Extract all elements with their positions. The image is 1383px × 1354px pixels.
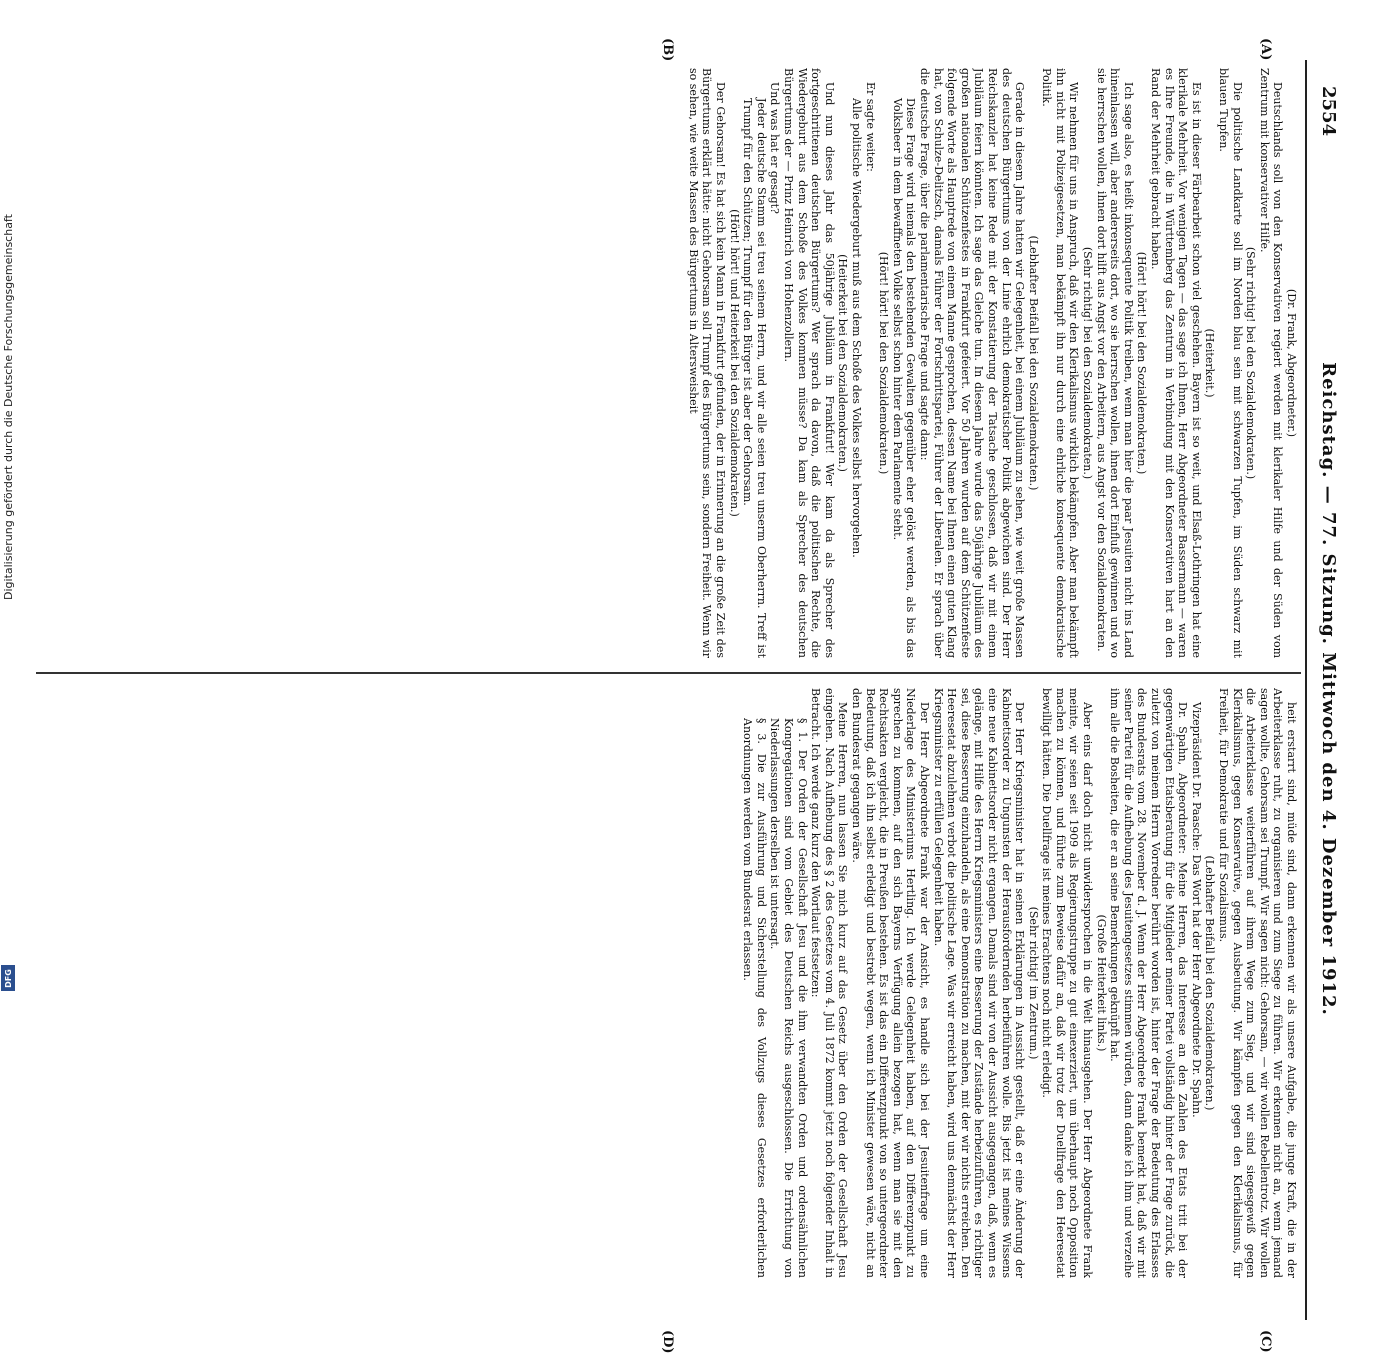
paragraph: Der Gehorsam! Es hat sich kein Mann in Frankfurt gefunden, der in Erinnerung an die große Zeit des Bürgertums erklärt hätte: nicht Gehorsam soll Trumpf des Bürgertums sein, sondern Freiheit. Wenn wir so sehen, wie weite Massen des Bürgertums in Altersweisheit	[686, 68, 728, 658]
paragraph: (Heiterkeit.)	[1203, 328, 1217, 398]
funding-credit: Digitalisierung gefördert durch die Deutsche Forschungsgemeinschaft	[2, 214, 15, 600]
header-rule	[1305, 60, 1307, 1320]
paragraph: (Hört! hört! bei den Sozialdemokraten.)	[877, 251, 891, 475]
paragraph: (Heiterkeit bei den Sozialdemokraten.)	[836, 254, 850, 472]
margin-marker-d: (D)	[660, 1330, 675, 1354]
paragraph: (Sehr richtig! bei den Sozialdemokraten.)	[1244, 246, 1258, 480]
page-number: 2554	[1318, 86, 1339, 137]
paragraph: Der Herr Abgeordnete Frank war der Ansicht, es handle sich bei der Jesuitenfrage um eine Niederlage des Ministeriums Hertling. Ich werde Gelegenheit haben, auf den Differenzpunkt zu sprechen zu kommen, auf den sich Bayerns Verfügung allein bezogen hat, wenn man sie mit den Rechtsakten vergleicht, die in Preußen bestehen. Es ist das ein Differenzpunkt von so untergeordneter Bedeutung, daß ich ihn selbst erledigt und bestrebt wegen, wenn ich Minister gewesen wäre, nicht an den Bundesrat gegangen wäre.	[850, 688, 931, 1278]
left-text-column	[28, 68, 1298, 658]
paragraph: Gerade in diesem Jahre hatten wir Gelegenheit, bei einem Jubiläum zu sehen, wie weit große Massen des deutschen Bürgertums von der Linie ehrlich demokratischer Politik abgewichen sind. Der Herr Reichskanzler hat keine Rede mit der Konstatierung der Tatsache geschlossen, daß wir mit einem Jubiläum feiern könnten. Ich sage das Gleiche tun. In diesem Jahre wurde das 50jährige Jubiläum des großen nationalen Schützenfestes in Frankfurt gefeiert. Vor 50 Jahren wurden auf dem Schützenfeste folgende Worte als Hauptrede von einem Manne gesprochen, dessen Name bei Ihnen einen guten Klang hat, von Schulze-Delitzsch, damals Führer der Fortschrittspartei, Führer der Liberalen. Er sprach über die deutsche Frage, über die parlamentarische Frage und sagte dann:	[917, 68, 1027, 658]
paragraph: Er sagte weiter:	[863, 82, 877, 172]
paragraph: (Lebhafter Beifall bei den Sozialdemokraten.)	[1026, 235, 1040, 491]
paragraph: Meine Herren, nun lassen Sie mich kurz auf das Gesetz über den Orden der Gesellschaft Jesu eingehen. Nach Aufhebung des § 2 des Gesetzes vom 4. Juli 1872 kommt jetzt noch folgender Inhalt in Betracht. Ich werde ganz kurz den Wortlaut festsetzen:	[809, 688, 850, 1278]
paragraph: Der Herr Kriegsminister hat in seinen Erklärungen in Aussicht gestellt, daß er eine Änderung der Kabinettsorder zu Ungunsten der Herausfordernden herbeiführen wolle. Bis jetzt ist meines Wissens eine neue Kabinettsorder nicht ergangen. Damals sind wir von der Aussicht ausgegangen, daß, wenn es gelänge, mit Hilfe des Herrn Kriegsministers eine Besserung der Zustände herbeizuführen, es richtiger sei, diese Besserung einzuhandeln, als eine Demonstration zu machen, mit der wir nichts erreichen. Den Heeresetat abzulehnen verbot die politische Lage. Was wir erreicht haben, wird uns demnächst der Herr Kriegsminister zu erfüllen Gelegenheit haben.	[931, 688, 1027, 1278]
paragraph: (Dr. Frank, Abgeordneter.)	[1285, 288, 1298, 438]
paragraph: Alle politische Wiedergeburt muß aus dem Schoße des Volkes selbst hervorgehen.	[850, 98, 863, 558]
paragraph: (Hört! hört! bei den Sozialdemokraten.)	[1135, 251, 1149, 475]
paragraph: § 1. Der Orden der Gesellschaft Jesu und die ihm verwandten Orden und ordensähnlichen Kongregationen sind vom Gebiet des Deutschen Reichs ausgeschlossen. Die Errichtung von Niederlassungen derselben ist untersagt.	[768, 718, 809, 1278]
margin-marker-b: (B)	[660, 38, 675, 62]
paragraph: (Große Heiterkeit links.)	[1094, 914, 1108, 1052]
paragraph: Ich sage also, es heißt inkonsequente Politik treiben, wenn man hier die paar Jesuiten nicht ins Land hineinlassen will, aber andererseits dort, wo sie herrschen wollen, ihnen dort Einfluß gewinnen und wo sie herrschen wollen, ihnen dort hilft aus Angst vor den Arbeitern, aus Angst vor den Sozialdemokraten.	[1094, 68, 1135, 658]
page-header	[1313, 58, 1343, 1320]
paragraph: Jeder deutsche Stamm sei treu seinem Herrn, und wir alle seien treu unserm Oberherrn. Treff ist Trumpf für den Schützen; Trumpf für den Bürger ist aber der Gehorsam.	[741, 98, 768, 658]
paragraph: Und nun dieses Jahr das 50jährige Jubiläum in Frankfurt! Wer kam da als Sprecher des fortgeschrittenen deutschen Bürgertums? Wer sprach da davon, daß die politischen Rechte, die Wiedergeburt aus dem Schoße des Volkes kommen müsse? Da kam als Sprecher des deutschen Bürgertums der — Prinz Heinrich von Hohenzollern.	[782, 68, 836, 658]
paragraph: § 3. Die zur Ausführung und Sicherstellung des Vollzugs dieses Gesetzes erforderlichen Anordnungen werden vom Bundesrat erlassen.	[741, 718, 768, 1278]
column-divider	[36, 672, 1301, 674]
paragraph: Vizepräsident Dr. Paasche: Das Wort hat der Herr Abgeordnete Dr. Spahn.	[1189, 702, 1203, 1118]
paragraph: heit erstarrt sind, müde sind, dann erkennen wir als unsere Aufgabe, die junge Kraft, die in der Arbeiterklasse ruht, zu organisieren und zum Siege zu führen. Wir erkennen nicht an, wenn jemand sagen wollte, Gehorsam sei Trumpf. Wir sagen nicht: Gehorsam, — wir wollen Rebellentrotz. Wir wollen die Arbeiterklasse weiterführen auf ihrem Wege zum Sieg, und wir sind siegesgewiß gegen Klerikalismus, gegen Konservative, gegen Ausbeutung. Wir kämpfen gegen den Klerikalismus, für Freiheit, für Demokratie und für Sozialismus.	[1217, 688, 1298, 1278]
paragraph: (Hört! hört! und Heiterkeit bei den Sozialdemokraten.)	[727, 209, 741, 517]
margin-marker-c: (C)	[1258, 1330, 1273, 1353]
paragraph: Die politische Landkarte soll im Norden blau sein mit schwarzen Tupfen, im Süden schwarz mit blauen Tupfen.	[1217, 68, 1244, 658]
paragraph: Und was hat er gesagt?	[768, 82, 782, 214]
paragraph: (Lebhafter Beifall bei den Sozialdemokraten.)	[1203, 855, 1217, 1111]
paragraph: Deutschlands soll von den Konservativen regiert werden mit klerikaler Hilfe und der Süden vom Zentrum mit konservativer Hilfe.	[1257, 68, 1285, 658]
page-title: Reichstag. — 77. Sitzung. Mittwoch den 4. Dezember 1912.	[1318, 362, 1339, 1016]
margin-marker-a: (A)	[1258, 38, 1273, 61]
paragraph: Wir nehmen für uns in Anspruch, daß wir den Klerikalismus wirklich bekämpfen. Aber man bekämpft ihn nicht mit Polizeigesetzen, man bekämpft ihn nur durch eine ehrliche konsequente demokratische Politik.	[1040, 68, 1081, 658]
paragraph: Aber eins darf doch nicht unwidersprochen in die Welt hinausgehen. Der Herr Abgeordnete Frank meinte, wir seien seit 1909 als Regierungstruppe zu gut einexerziert, um überhaupt noch Opposition machen zu können, und führte zum Beweise dafür an, daß wir trotz der Duellfrage den Heeresetat bewilligt hätten. Die Duellfrage ist meines Erachtens noch nicht erledigt.	[1040, 688, 1095, 1278]
paragraph: Es ist in dieser Färbearbeit schon viel geschehen. Bayern ist so weit, und Elsaß-Lothringen hat eine klerikale Mehrheit. Vor wenigen Tagen — das sage ich Ihnen, Herr Abgeordneter Bassermann — waren es Ihre Freunde, die in Württemberg das Zentrum in Verbindung mit den Konservativen hart an den Rand der Mehrheit gebracht haben.	[1149, 68, 1203, 658]
right-text-column	[28, 688, 1298, 1278]
paragraph: Diese Frage wird niemals den bestehenden Gewalten gegenüber eher gelöst werden, als bis das Volksheer in dem bewaffneten Volke selbst schon hinter dem Parlamente steht.	[890, 98, 918, 658]
dfg-logo-text: DFG	[3, 968, 13, 988]
paragraph: (Sehr richtig! bei den Sozialdemokraten.)	[1081, 246, 1095, 480]
paragraph: Dr. Spahn, Abgeordneter: Meine Herren, das Interesse an den Zahlen des Etats tritt bei der gegenwärtigen Etatsberatung für die Mitglieder meiner Partei vollständig hinter der Frage zurück, die zuletzt von meinem Herrn Vorredner berührt worden ist, hinter der Frage der Bedeutung des Erlasses des Bundesrats vom 28. November d. J. Wenn der Herr Abgeordnete Frank bemerkt hat, daß wir mit seiner Partei für die Aufhebung des Jesuitengesetzes stimmen würden, dann danke ich ihm und verzeihe ihm alle die Bosheiten, die er an seine Bemerkungen geknüpft hat.	[1108, 688, 1190, 1278]
paragraph: (Sehr richtig! im Zentrum.)	[1026, 906, 1040, 1060]
